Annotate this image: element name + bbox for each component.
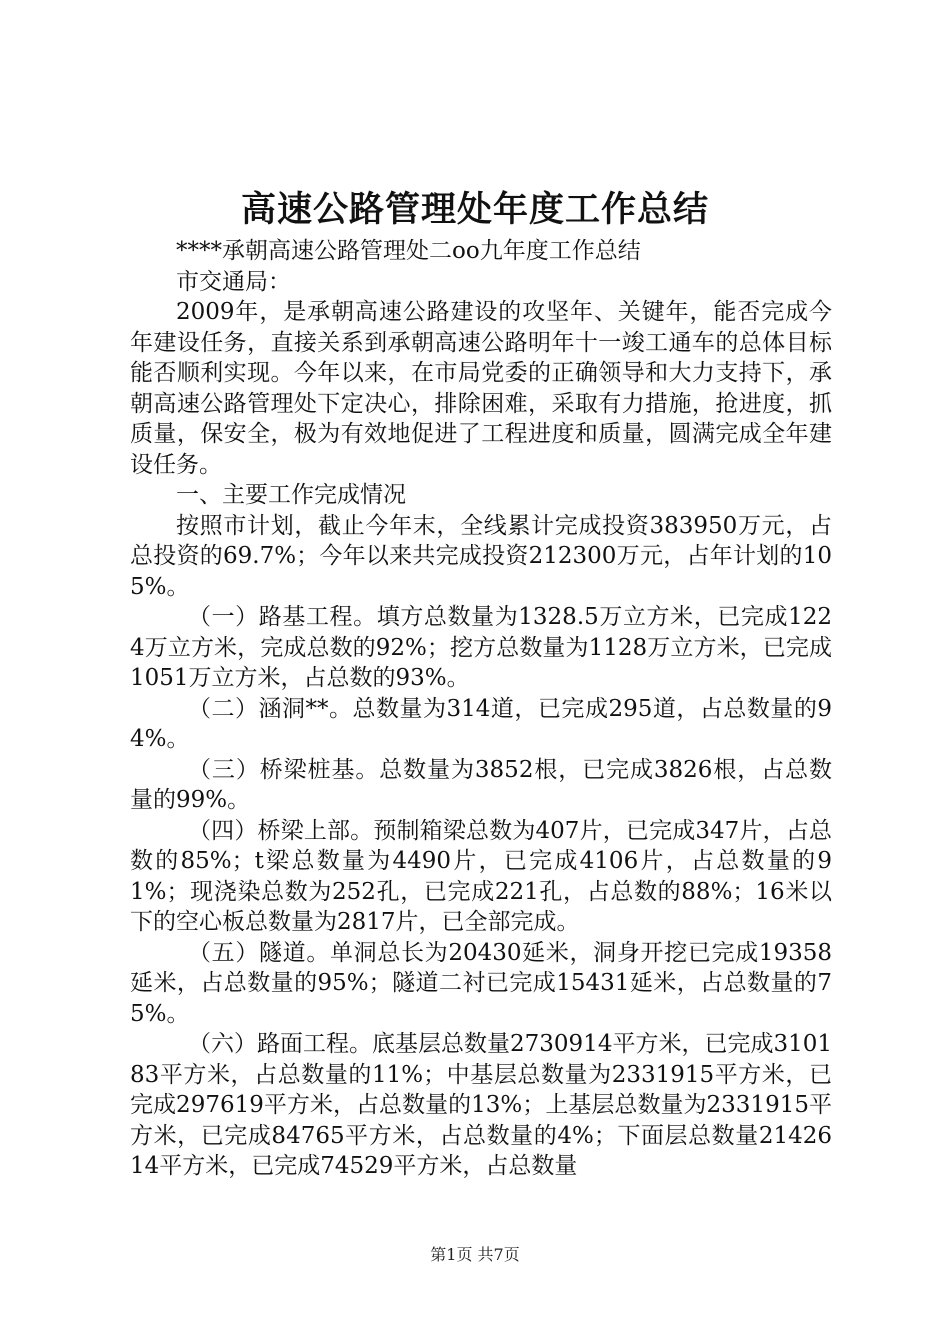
investment-paragraph: 按照市计划，截止今年末，全线累计完成投资383950万元，占总投资的69.7%；今年以来共完成投资212300万元，占年计划的105%。 — [130, 512, 832, 600]
culvert-paragraph: （二）涵洞**。总数量为314道，已完成295道，占总数量的94%。 — [130, 695, 832, 752]
bridge-upper-paragraph: （四）桥梁上部。预制箱梁总数为407片，已完成347片，占总数的85%；t梁总数量为4490片，已完成4106片，占总数量的91%；现浇染总数为252孔，已完成221孔，占总数的88%；16米以下的空心板总数量为2817片，已全部完成。 — [130, 817, 832, 935]
document-title: 高速公路管理处年度工作总结 — [240, 190, 709, 230]
document-subtitle: ****承朝高速公路管理处二oo九年度工作总结 — [176, 238, 641, 264]
document-body — [130, 236, 832, 1182]
recipient-line: 市交通局： — [176, 268, 291, 295]
intro-paragraph: 2009年，是承朝高速公路建设的攻坚年、关键年，能否完成今年建设任务，直接关系到承朝高速公路明年十一竣工通车的总体目标能否顺利实现。今年以来，在市局党委的正确领导和大力支持下，承朝高速公路管理处下定决心，排除困难，采取有力措施，抢进度，抓质量，保安全，极为有效地促进了工程进度和质量，圆满完成全年建设任务。 — [130, 299, 832, 478]
page-number-footer: 第1页 共7页 — [430, 1245, 520, 1264]
tunnel-paragraph: （五）隧道。单洞总长为20430延米，洞身开挖已完成19358延米，占总数量的95%；隧道二衬已完成15431延米，占总数量的75%。 — [130, 939, 832, 1027]
pavement-paragraph: （六）路面工程。底基层总数量2730914平方米，已完成310183平方米，占总数量的11%；中基层总数量为2331915平方米，已完成297619平方米，占总数量的13%；上基层总数量为2331915平方米，已完成84765平方米，占总数量的4%；下面层总数量2142614平方米，已完成74529平方米，占总数量 — [130, 1031, 832, 1179]
roadbed-paragraph: （一）路基工程。填方总数量为1328.5万立方米，已完成1224万立方米，完成总数的92%；挖方总数量为1128万立方米，已完成1051万立方米，占总数的93%。 — [130, 604, 832, 691]
pile-paragraph: （三）桥梁桩基。总数量为3852根，已完成3826根，占总数量的99%。 — [130, 756, 832, 813]
section-heading: 一、主要工作完成情况 — [176, 482, 406, 508]
